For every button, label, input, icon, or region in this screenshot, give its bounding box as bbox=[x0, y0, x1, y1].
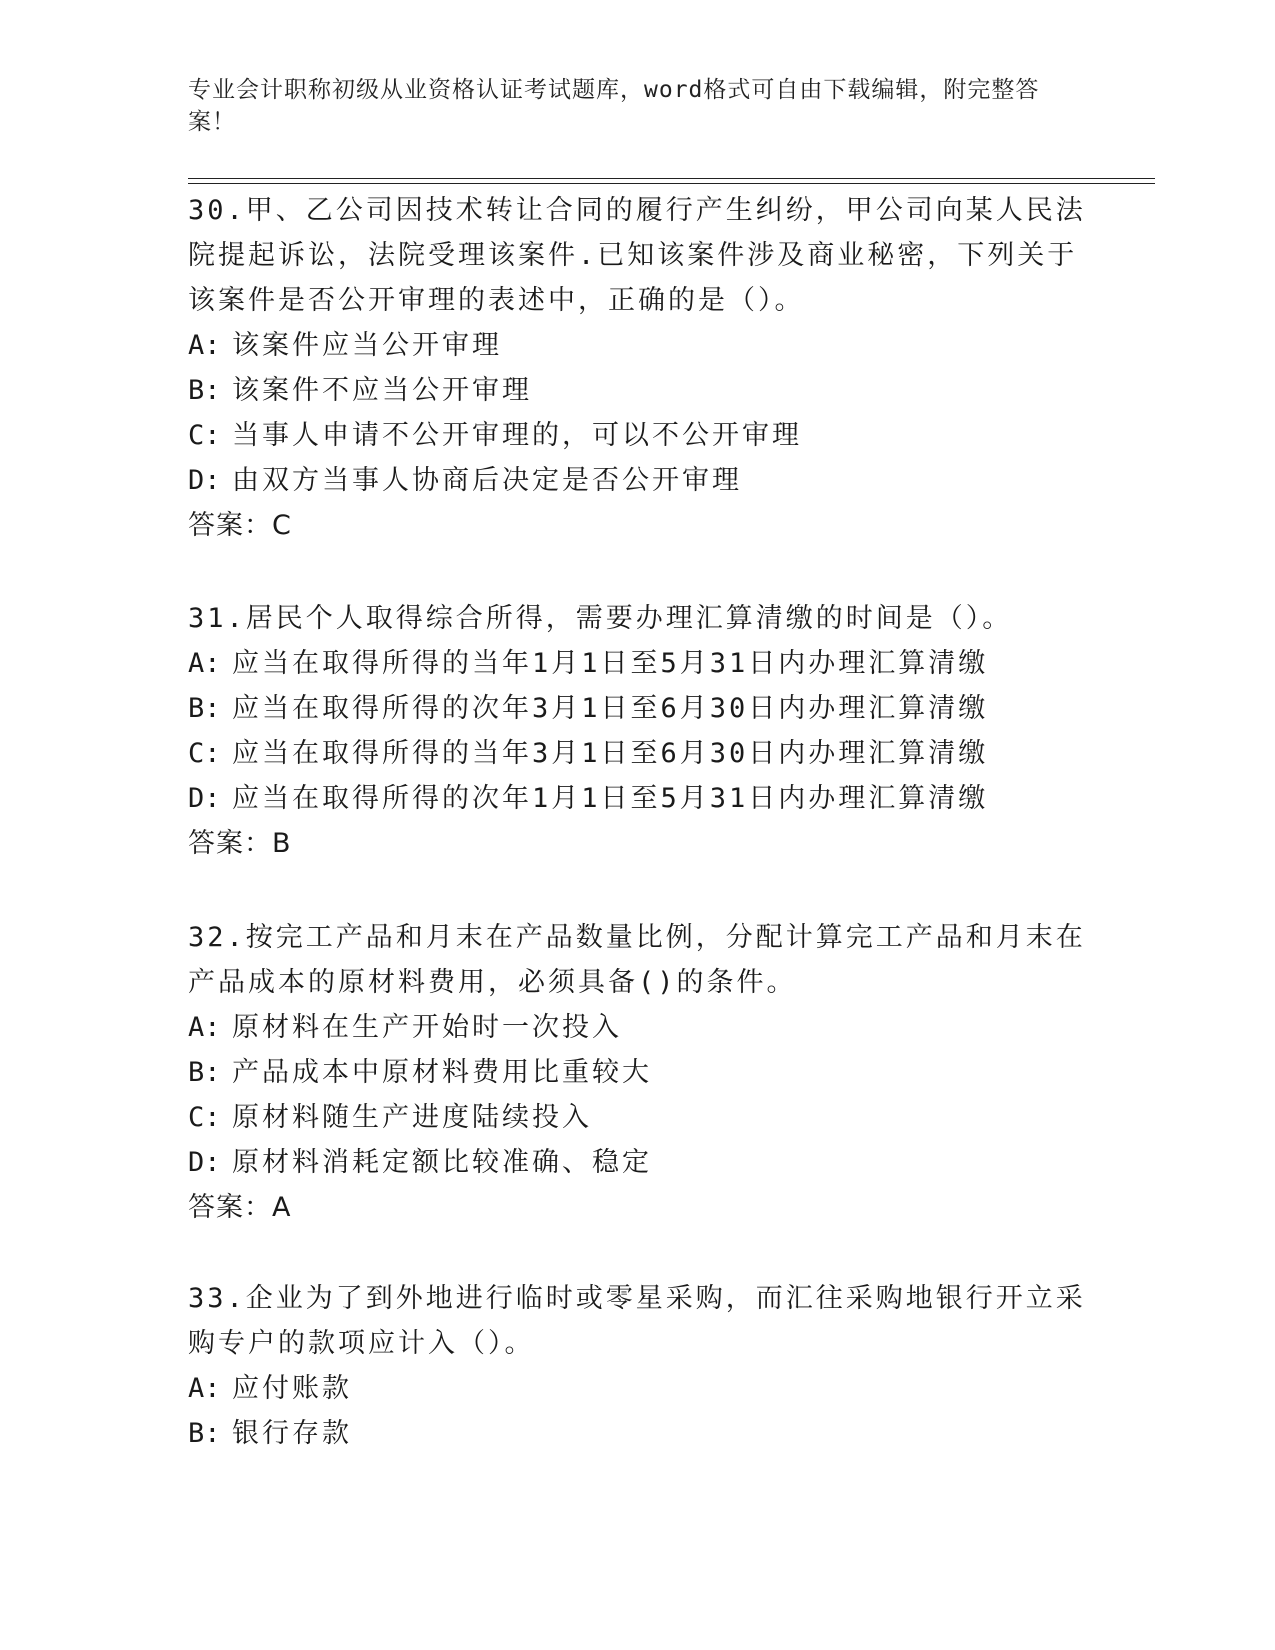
option-key: B: bbox=[188, 375, 221, 406]
option-text: 应当在取得所得的次年3月1日至6月30日内办理汇算清缴 bbox=[232, 693, 989, 724]
option-a bbox=[188, 641, 1088, 686]
option-c bbox=[188, 1095, 1088, 1140]
answer-line: 答案：C bbox=[188, 510, 292, 541]
question-stem: 32.按完工产品和月末在产品数量比例，分配计算完工产品和月末在产品成本的原材料费用，必须具备()的条件。 bbox=[188, 922, 1086, 998]
option-key: B: bbox=[188, 693, 221, 724]
option-c bbox=[188, 731, 1088, 776]
option-text: 产品成本中原材料费用比重较大 bbox=[232, 1057, 652, 1088]
option-a bbox=[188, 1005, 1088, 1050]
option-d bbox=[188, 776, 1088, 821]
answer-line: 答案：B bbox=[188, 828, 292, 859]
question-30 bbox=[188, 188, 1088, 548]
question-32 bbox=[188, 915, 1088, 1230]
option-key: D: bbox=[188, 783, 221, 814]
question-stem: 33.企业为了到外地进行临时或零星采购，而汇往采购地银行开立采购专户的款项应计入（）。 bbox=[188, 1283, 1086, 1359]
option-b bbox=[188, 1050, 1088, 1095]
option-text: 原材料在生产开始时一次投入 bbox=[232, 1012, 622, 1043]
option-key: A: bbox=[188, 1373, 221, 1404]
header-divider-bottom bbox=[188, 183, 1155, 184]
option-key: C: bbox=[188, 738, 221, 769]
option-a bbox=[188, 323, 1088, 368]
option-key: A: bbox=[188, 330, 221, 361]
option-b bbox=[188, 1411, 1088, 1456]
option-key: C: bbox=[188, 420, 221, 451]
option-text: 原材料消耗定额比较准确、稳定 bbox=[232, 1147, 652, 1178]
option-a bbox=[188, 1366, 1088, 1411]
question-33 bbox=[188, 1276, 1088, 1456]
option-b bbox=[188, 686, 1088, 731]
option-text: 应付账款 bbox=[232, 1373, 352, 1404]
option-key: B: bbox=[188, 1057, 221, 1088]
question-stem: 31.居民个人取得综合所得，需要办理汇算清缴的时间是（）。 bbox=[188, 603, 1013, 634]
option-text: 应当在取得所得的当年1月1日至5月31日内办理汇算清缴 bbox=[232, 648, 989, 679]
option-text: 该案件应当公开审理 bbox=[232, 330, 502, 361]
answer-line: 答案：A bbox=[188, 1192, 292, 1223]
option-text: 当事人申请不公开审理的，可以不公开审理 bbox=[232, 420, 802, 451]
option-key: C: bbox=[188, 1102, 221, 1133]
question-31 bbox=[188, 596, 1088, 866]
option-text: 原材料随生产进度陆续投入 bbox=[232, 1102, 592, 1133]
option-c bbox=[188, 413, 1088, 458]
option-b bbox=[188, 368, 1088, 413]
option-d bbox=[188, 458, 1088, 503]
option-text: 银行存款 bbox=[232, 1418, 352, 1449]
option-text: 由双方当事人协商后决定是否公开审理 bbox=[232, 465, 742, 496]
option-key: A: bbox=[188, 1012, 221, 1043]
option-text: 应当在取得所得的次年1月1日至5月31日内办理汇算清缴 bbox=[232, 783, 989, 814]
option-key: A: bbox=[188, 648, 221, 679]
option-text: 该案件不应当公开审理 bbox=[232, 375, 532, 406]
option-key: D: bbox=[188, 465, 221, 496]
option-key: D: bbox=[188, 1147, 221, 1178]
question-stem: 30.甲、乙公司因技术转让合同的履行产生纠纷，甲公司向某人民法院提起诉讼，法院受理该案件.已知该案件涉及商业秘密，下列关于该案件是否公开审理的表述中，正确的是（）。 bbox=[188, 195, 1086, 316]
option-text: 应当在取得所得的当年3月1日至6月30日内办理汇算清缴 bbox=[232, 738, 989, 769]
option-d bbox=[188, 1140, 1088, 1185]
header-divider-top bbox=[188, 178, 1155, 179]
option-key: B: bbox=[188, 1418, 221, 1449]
document-header: 专业会计职称初级从业资格认证考试题库，word格式可自由下载编辑，附完整答案！ bbox=[188, 77, 1040, 135]
